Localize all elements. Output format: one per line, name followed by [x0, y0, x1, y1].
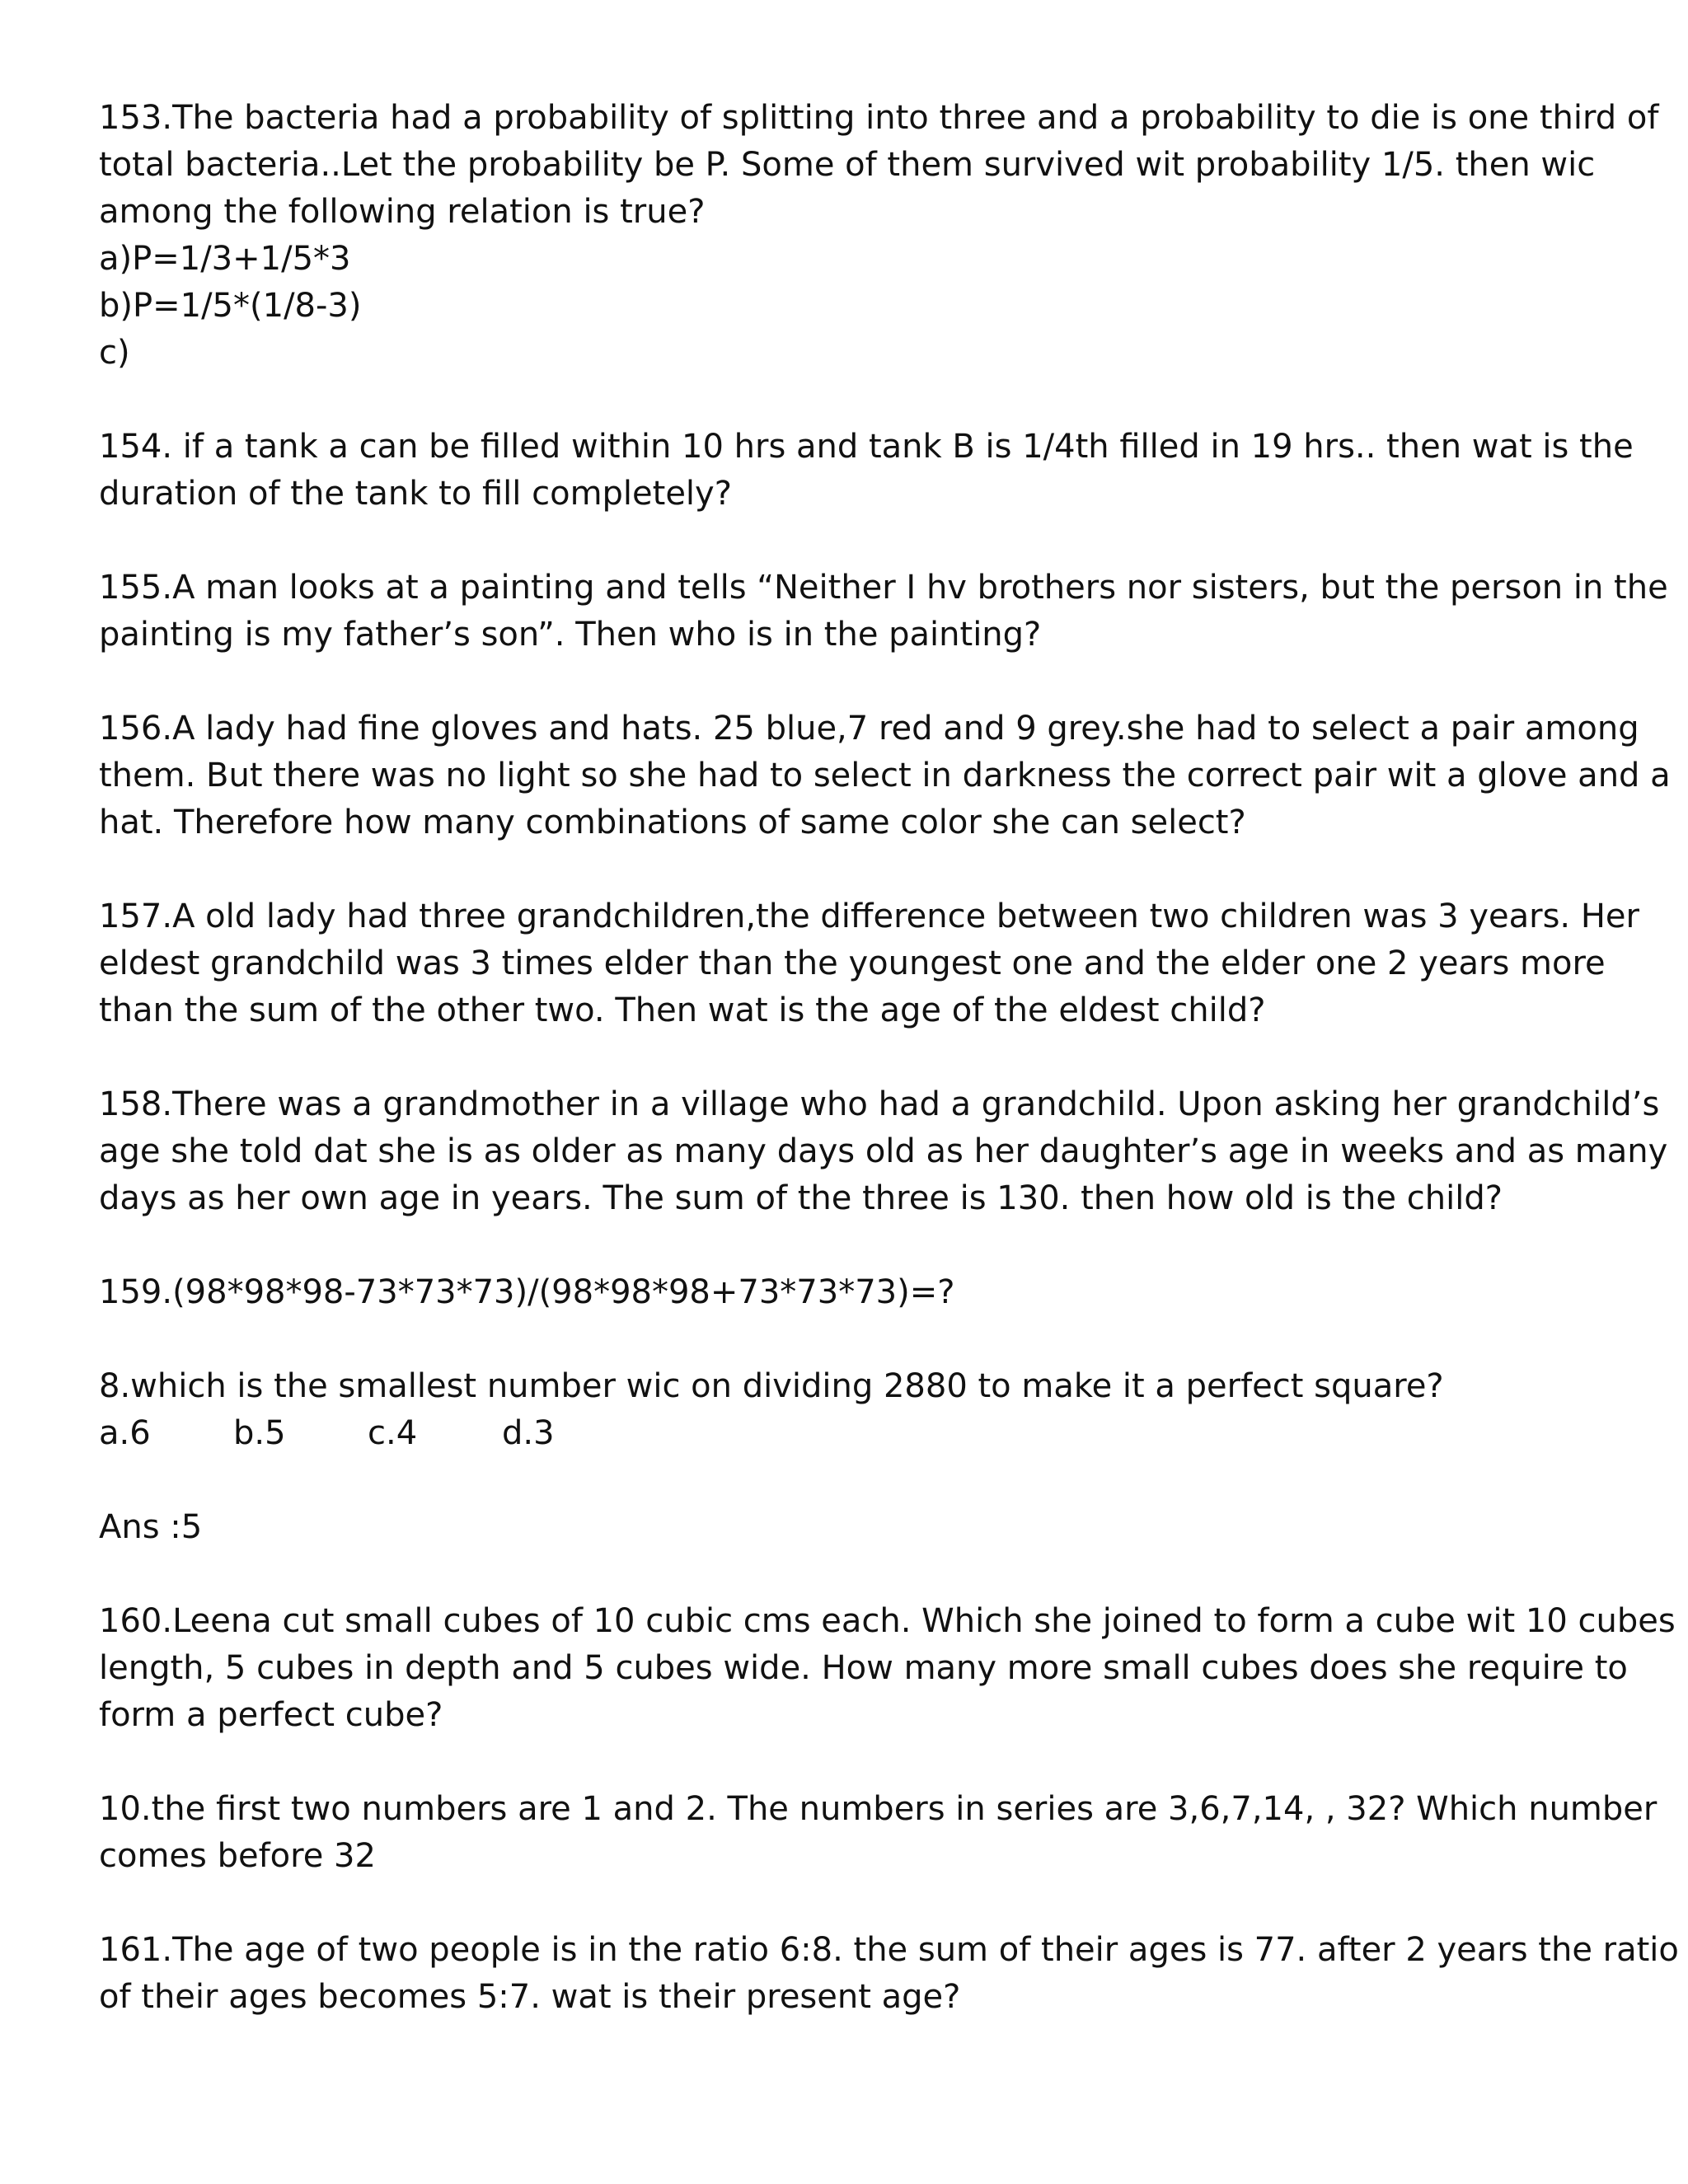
answer-text: Ans :5: [99, 1508, 203, 1546]
paragraph-gap: [99, 1551, 1599, 1598]
document-page: [99, 95, 1679, 2021]
paragraph-gap: [99, 1034, 1599, 1081]
answer-option-d: d.3: [502, 1414, 555, 1452]
answer-option-a: a)P=1/3+1/5*3: [99, 240, 351, 278]
question-text-line: 160.Leena cut small cubes of 10 cubic cms each. Which she joined to form a cube wit 10 cubes: [99, 1602, 1676, 1640]
question-text-line: painting is my father’s son”. Then who is in the painting?: [99, 616, 1042, 654]
question-text-line: 159.(98*98*98-73*73*73)/(98*98*98+73*73*73)=?: [99, 1273, 955, 1311]
question-156: [99, 705, 1671, 846]
question-text-line: comes before 32: [99, 1837, 376, 1875]
question-text-line: 157.A old lady had three grandchildren,the difference between two children was 3 years. Her: [99, 898, 1639, 935]
question-text-line: 156.A lady had fine gloves and hats. 25 blue,7 red and 9 grey.she had to select a pair among: [99, 710, 1639, 748]
answer-option-c: c.4: [368, 1414, 418, 1452]
question-text-line: 153.The bacteria had a probability of splitting into three and a probability to die is one third of: [99, 99, 1659, 137]
question-8: [99, 1363, 1599, 1457]
question-text-line: them. But there was no light so she had to select in darkness the correct pair wit a glove and a: [99, 757, 1671, 794]
question-10: [99, 1786, 1658, 1880]
question-160: [99, 1598, 1676, 1739]
paragraph-gap: [99, 1739, 1599, 1786]
question-text-line: of their ages becomes 5:7. wat is their present age?: [99, 1978, 961, 2016]
paragraph-gap: [99, 377, 1599, 424]
question-157: [99, 893, 1639, 1034]
question-text-line: 10.the first two numbers are 1 and 2. The numbers in series are 3,6,7,14, , 32? Which number: [99, 1790, 1658, 1828]
question-159: [99, 1269, 1599, 1316]
paragraph-gap: [99, 1316, 1599, 1363]
answer-options-row: [99, 1410, 1599, 1457]
question-161: [99, 1927, 1679, 2021]
paragraph-gap: [99, 1457, 1599, 1504]
question-text-line: 154. if a tank a can be filled within 10 hrs and tank B is 1/4th filled in 19 hrs.. then wat is the: [99, 428, 1634, 466]
question-text-line: 8.which is the smallest number wic on dividing 2880 to make it a perfect square?: [99, 1367, 1444, 1405]
answer-option-a: a.6: [99, 1414, 151, 1452]
question-158: [99, 1081, 1668, 1222]
question-text-line: eldest grandchild was 3 times elder than the youngest one and the elder one 2 years more: [99, 944, 1606, 982]
paragraph-gap: [99, 1222, 1599, 1269]
paragraph-gap: [99, 518, 1599, 565]
question-text-line: duration of the tank to fill completely?: [99, 475, 732, 513]
paragraph-gap: [99, 1880, 1599, 1927]
question-153: [99, 95, 1659, 377]
paragraph-gap: [99, 658, 1599, 705]
question-text-line: age she told dat she is as older as many days old as her daughter’s age in weeks and as many: [99, 1132, 1668, 1170]
question-text-line: form a perfect cube?: [99, 1696, 443, 1734]
question-text-line: 161.The age of two people is in the ratio 6:8. the sum of their ages is 77. after 2 years the ratio: [99, 1931, 1679, 1969]
answer-option-b: b.5: [233, 1414, 286, 1452]
question-text-line: among the following relation is true?: [99, 193, 706, 231]
answer-option-c: c): [99, 334, 130, 372]
question-154: [99, 424, 1634, 518]
question-text-line: hat. Therefore how many combinations of same color she can select?: [99, 804, 1246, 841]
question-text-line: than the sum of the other two. Then wat is the age of the eldest child?: [99, 991, 1266, 1029]
answer-8: [99, 1504, 1599, 1551]
answer-option-b: b)P=1/5*(1/8-3): [99, 287, 362, 325]
question-text-line: total bacteria..Let the probability be P. Some of them survived wit probability 1/5. then wic: [99, 146, 1596, 184]
question-text-line: days as her own age in years. The sum of the three is 130. then how old is the child?: [99, 1179, 1503, 1217]
question-text-line: length, 5 cubes in depth and 5 cubes wide. How many more small cubes does she require to: [99, 1649, 1628, 1687]
question-155: [99, 565, 1668, 658]
paragraph-gap: [99, 846, 1599, 893]
question-text-line: 155.A man looks at a painting and tells “Neither I hv brothers nor sisters, but the person in the: [99, 569, 1668, 607]
question-text-line: 158.There was a grandmother in a village who had a grandchild. Upon asking her grandchild’s: [99, 1085, 1660, 1123]
